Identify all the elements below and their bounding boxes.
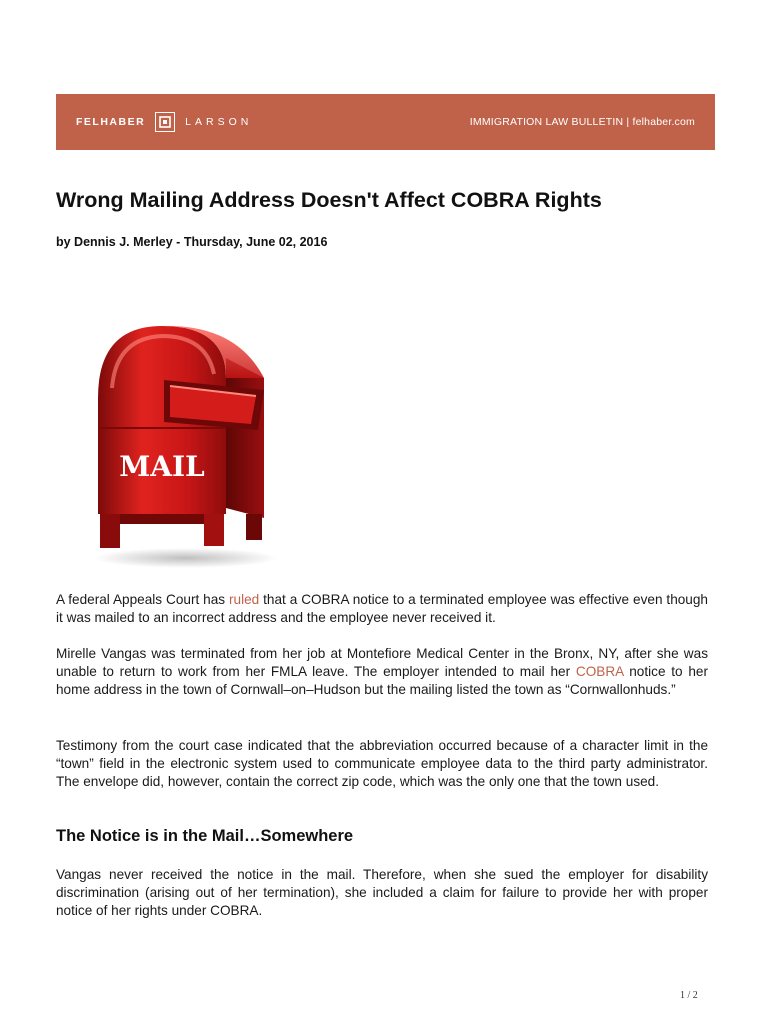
mailbox-icon (86, 318, 286, 570)
mailbox-label: MAIL (119, 450, 205, 483)
felhaber-larson-logo[interactable] (76, 94, 252, 150)
page-number: 1 / 2 (680, 990, 698, 1001)
header-banner (56, 94, 715, 150)
ruled-link[interactable]: ruled (229, 592, 260, 607)
logo-left-text: FELHABER (76, 116, 146, 128)
article-byline: by Dennis J. Merley - Thursday, June 02, 2016 (56, 235, 328, 249)
paragraph-1: A federal Appeals Court has ruled that a COBRA notice to a terminated employee was effective even though it was mailed to an incorrect address and the employee never received it. (56, 592, 708, 625)
paragraph-2: Mirelle Vangas was terminated from her job at Montefiore Medical Center in the Bronx, NY, after she was unable to return to work from her FMLA leave. The employer intended to mail her COBRA notice to her home address in the town of Cornwall–on–Hudson but the mailing listed the town as “Cornwallonhuds.” (56, 646, 709, 697)
paragraph-4: Vangas never received the notice in the mail. Therefore, when she sued the employer for disability discrimination (arising out of her termination), she included a claim for failure to provide her with proper notice of her rights under COBRA. (56, 867, 708, 918)
section-heading: The Notice is in the Mail…Somewhere (56, 827, 354, 845)
bulletin-link[interactable]: IMMIGRATION LAW BULLETIN | felhaber.com (469, 116, 695, 128)
mailbox-image (86, 318, 286, 570)
cobra-link[interactable]: COBRA (575, 664, 624, 679)
logo-mark-icon (155, 112, 175, 132)
logo-right-text: LARSON (185, 116, 253, 128)
paragraph-3: Testimony from the court case indicated that the abbreviation occurred because of a character limit in the “town” field in the electronic system used to communicate employee data to the third party administrator. The envelope did, however, contain the correct zip code, which was the only one that the town used. (56, 738, 708, 789)
article-title: Wrong Mailing Address Doesn't Affect COBRA Rights (56, 188, 602, 212)
